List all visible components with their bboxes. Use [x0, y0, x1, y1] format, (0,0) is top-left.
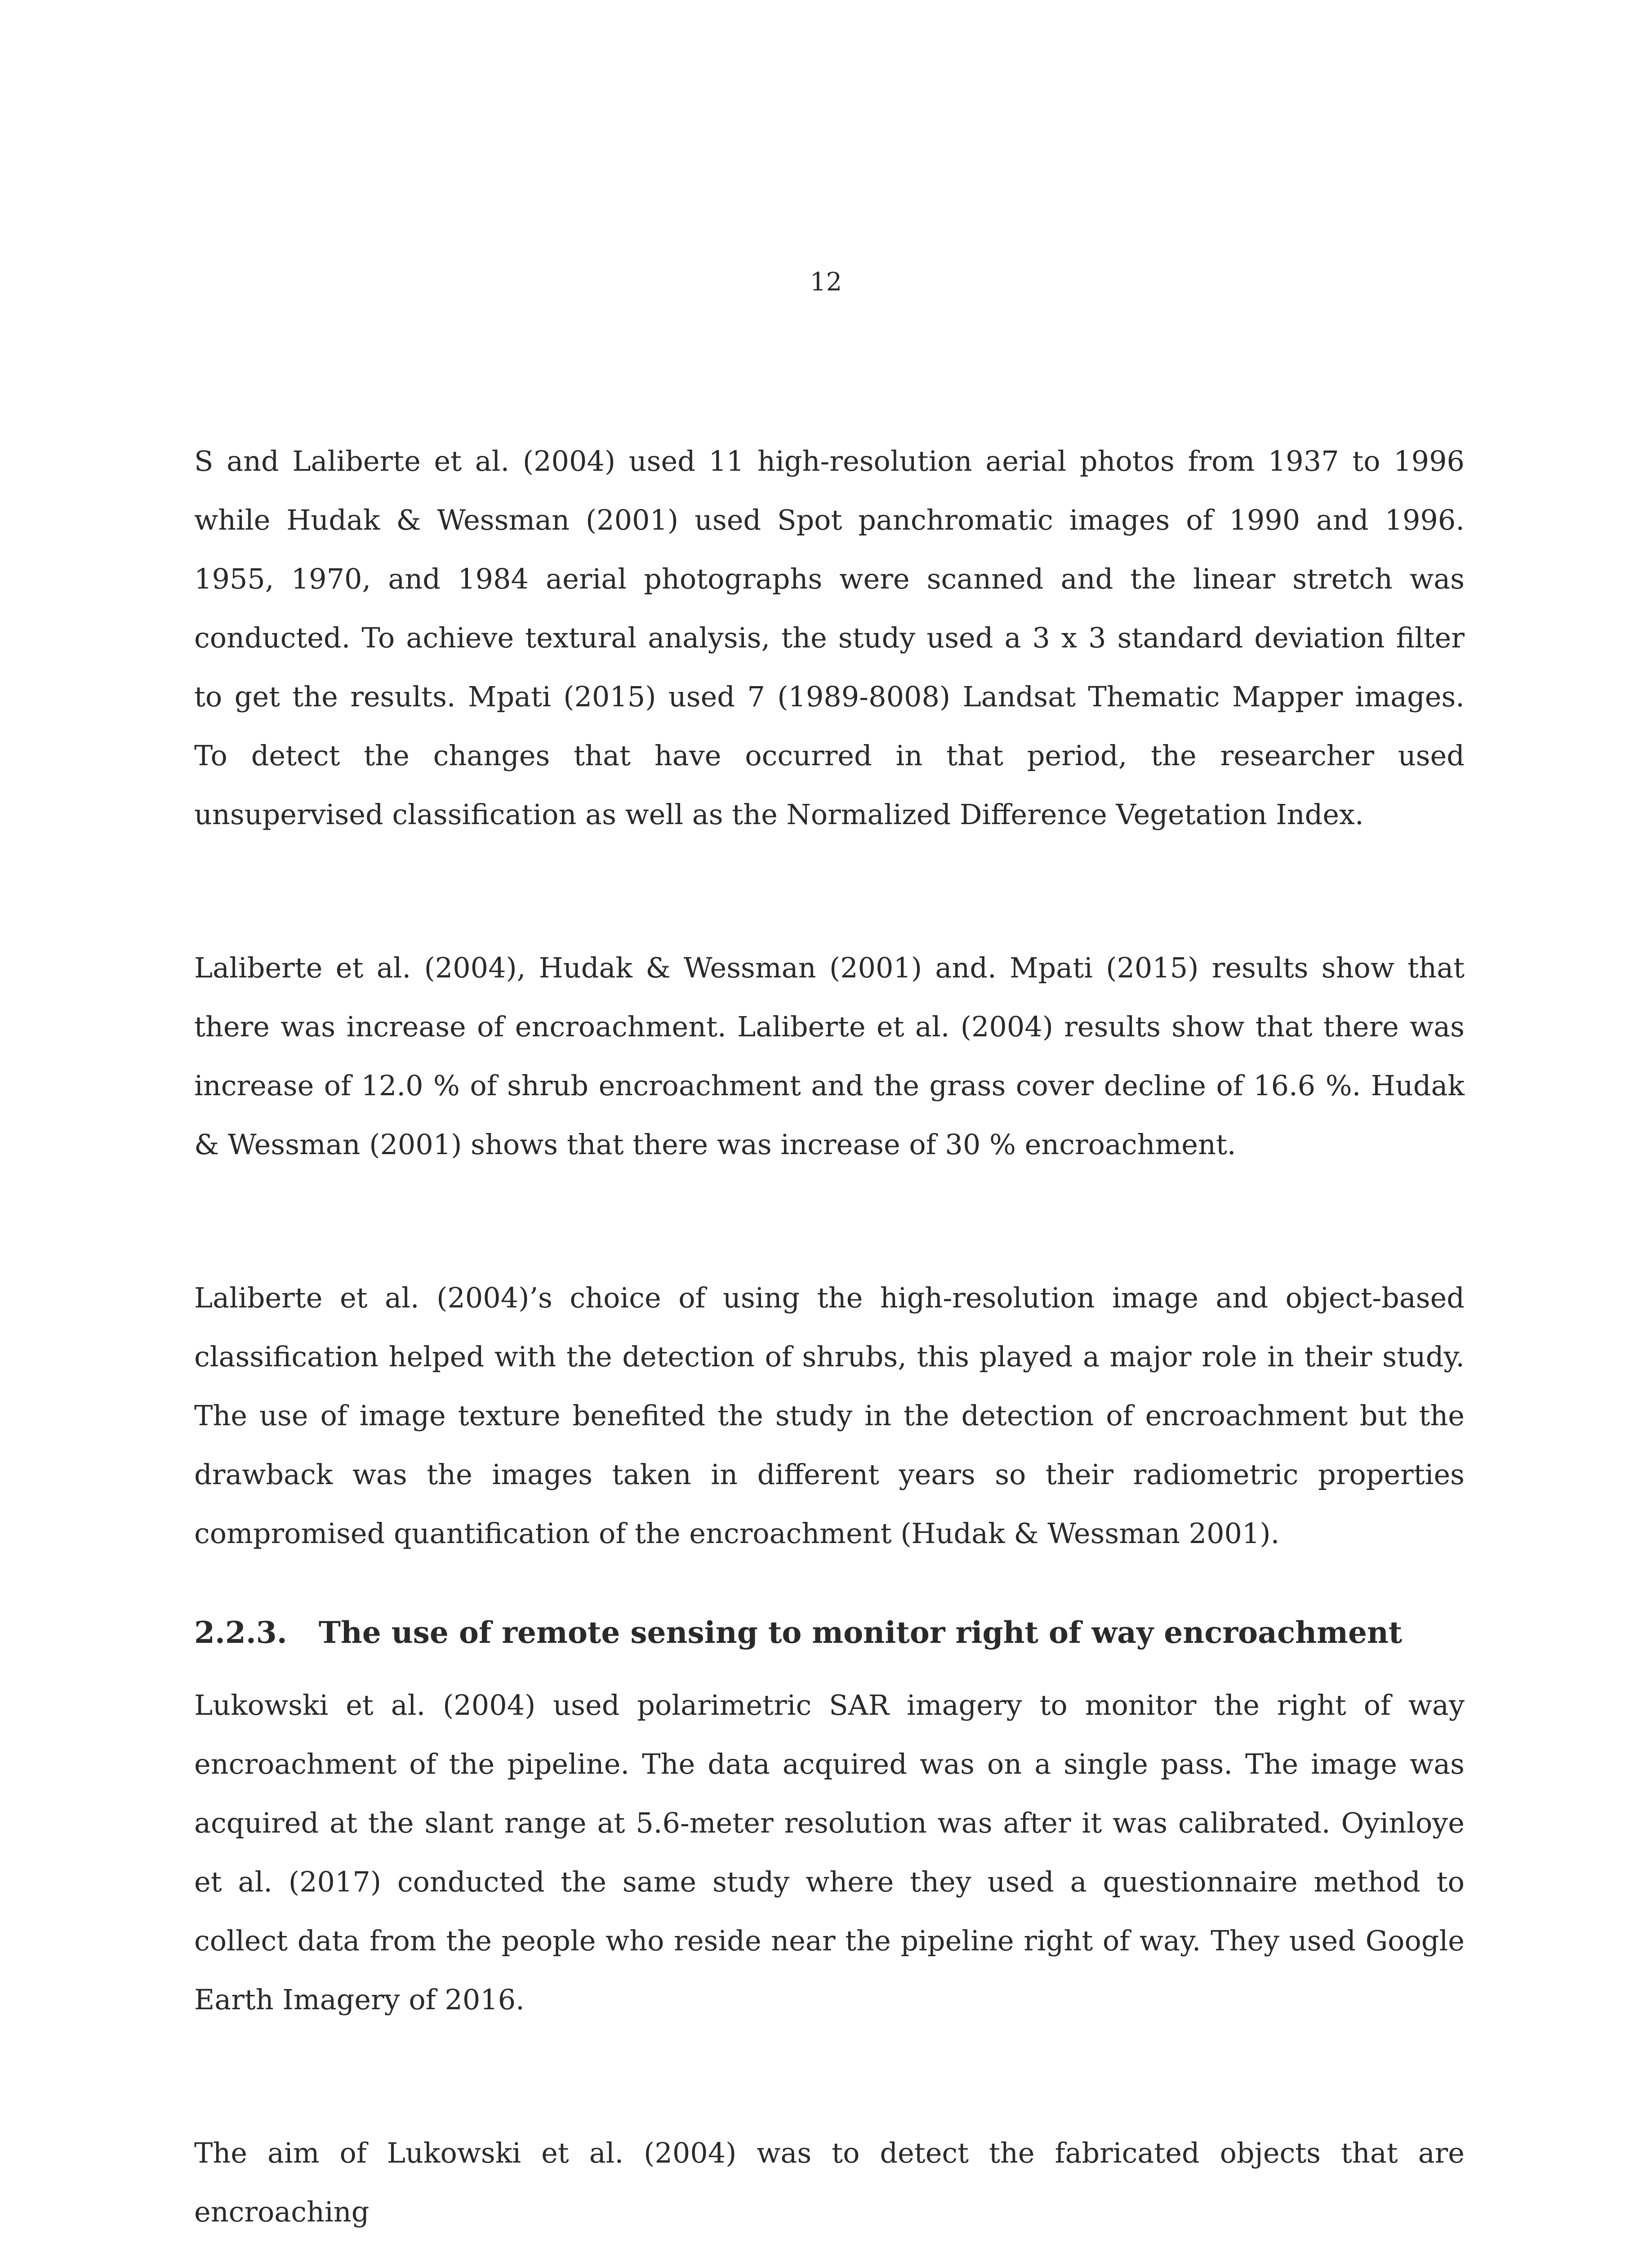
- paragraph-3: Laliberte et al. (2004)’s choice of using the high-resolution image and object-based classification helped with the detection of shrubs, this played a major role in their study. The use of image texture benefited the study in the detection of encroachment but the drawback was the images taken in different years so their radiometric properties compromised quantification of the encroachment (Hudak & Wessman 2001).: [194, 1281, 1465, 1550]
- section-spacer: [194, 1563, 1465, 1603]
- paragraph-spacer: [194, 844, 1465, 938]
- paragraph-5: The aim of Lukowski et al. (2004) was to detect the fabricated objects that are encroaching: [194, 2136, 1465, 2228]
- section-number: 2.2.3.: [194, 1615, 287, 1650]
- paragraph-2: Laliberte et al. (2004), Hudak & Wessman (2001) and. Mpati (2015) results show that there was increase of encroachment. Laliberte et al. (2004) results show that there was increase of 12.0 % of shrub encroachment and the grass cover decline of 16.6 %. Hudak & Wessman (2001) shows that there was increase of 30 % encroachment.: [194, 951, 1465, 1161]
- paragraph-1: S and Laliberte et al. (2004) used 11 high-resolution aerial photos from 1937 to 1996 while Hudak & Wessman (2001) used Spot panchromatic images of 1990 and 1996. 1955, 1970, and 1984 aerial photographs were scanned and the linear stretch was conducted. To achieve textural analysis, the study used a 3 x 3 standard deviation filter to get the results. Mpati (2015) used 7 (1989-8008) Landsat Thematic Mapper images. To detect the changes that have occurred in that period, the researcher used unsupervised classification as well as the Normalized Difference Vegetation Index.: [194, 445, 1465, 831]
- page-number: 12: [810, 268, 842, 297]
- section-heading: [194, 1603, 1465, 1662]
- heading-spacer: [194, 1662, 1465, 1676]
- body-text: [194, 432, 1465, 2241]
- paragraph-4: Lukowski et al. (2004) used polarimetric SAR imagery to monitor the right of way encroachment of the pipeline. The data acquired was on a single pass. The image was acquired at the slant range at 5.6-meter resolution was after it was calibrated. Oyinloye et al. (2017) conducted the same study where they used a questionnaire method to collect data from the people who reside near the pipeline right of way. They used Google Earth Imagery of 2016.: [194, 1689, 1465, 2016]
- paragraph-spacer: [194, 1174, 1465, 1268]
- section-title: The use of remote sensing to monitor right of way encroachment: [318, 1615, 1403, 1650]
- paragraph-spacer: [194, 2029, 1465, 2123]
